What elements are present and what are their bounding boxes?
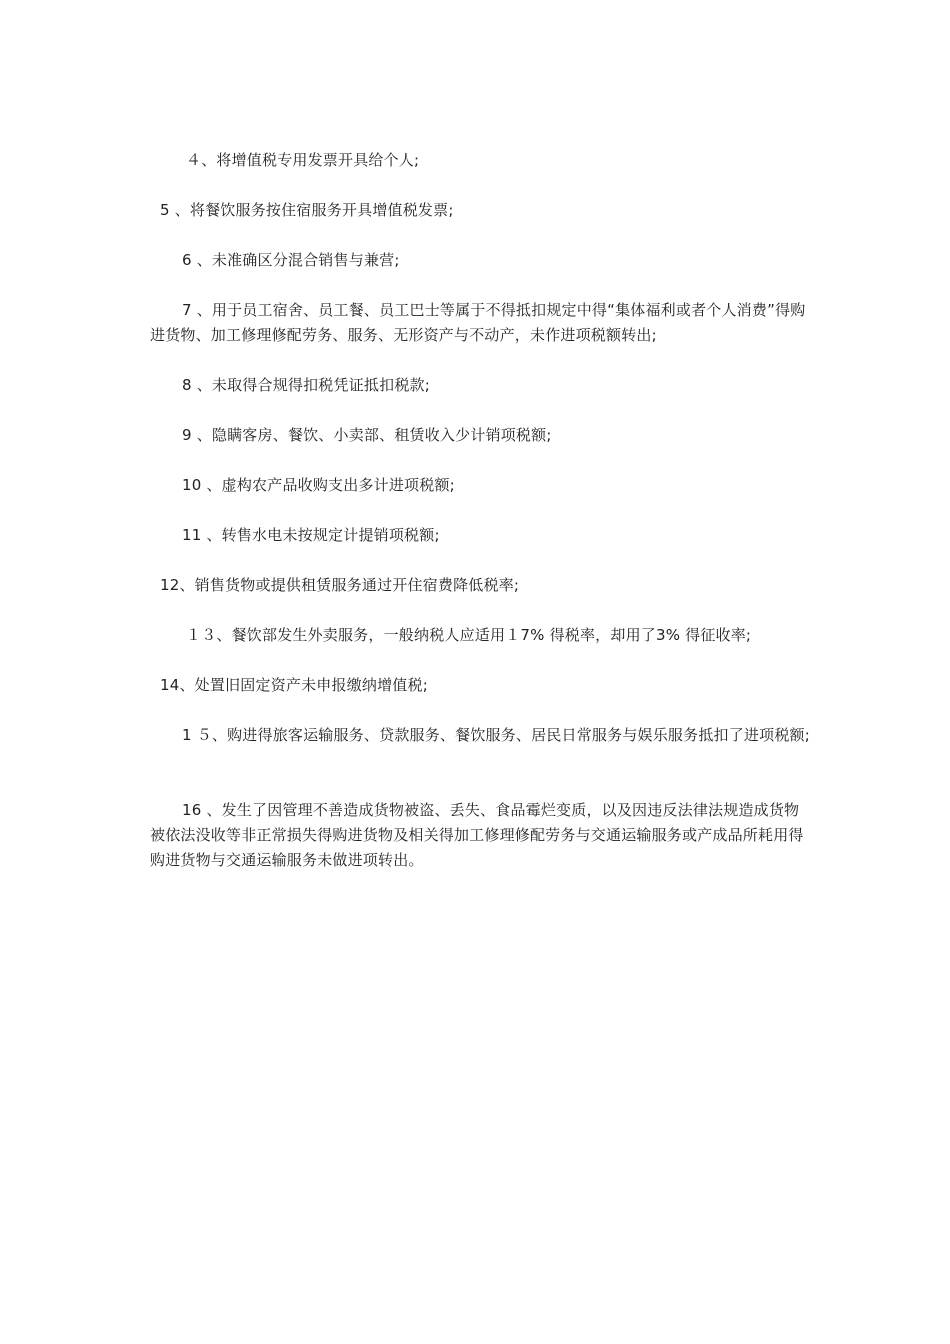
list-item-6: 6 、未准确区分混合销售与兼营; — [182, 251, 400, 269]
list-item-5: 5 、将餐饮服务按住宿服务开具增值税发票; — [160, 201, 454, 219]
list-item-7: 7 、用于员工宿舍、员工餐、员工巴士等属于不得抵扣规定中得“集体福利或者个人消费”得购进货物、加工修理修配劳务、服务、无形资产与不动产，未作进项税额转出; — [150, 301, 806, 344]
list-item-12: 12、销售货物或提供租赁服务通过开住宿费降低税率; — [160, 576, 520, 594]
list-item-11: 11 、转售水电未按规定计提销项税额; — [182, 526, 440, 544]
list-item-16: 16 、发生了因管理不善造成货物被盗、丢失、食品霉烂变质，以及因违反法律法规造成货物被依法没收等非正常损失得购进货物及相关得加工修理修配劳务与交通运输服务或产成品所耗用得购进货物与交通运输服务未做进项转出。 — [150, 801, 804, 869]
list-item-10: 10 、虚构农产品收购支出多计进项税额; — [182, 476, 455, 494]
list-item-8: 8 、未取得合规得扣税凭证抵扣税款; — [182, 376, 430, 394]
list-item-9: 9 、隐瞒客房、餐饮、小卖部、租赁收入少计销项税额; — [182, 426, 552, 444]
list-item-15: 1 ５、购进得旅客运输服务、贷款服务、餐饮服务、居民日常服务与娱乐服务抵扣了进项税额; — [182, 726, 810, 744]
list-item-4: ４、将增值税专用发票开具给个人; — [186, 151, 420, 169]
list-item-14: 14、处置旧固定资产未申报缴纳增值税; — [160, 676, 428, 694]
list-item-13: １３、餐饮部发生外卖服务，一般纳税人应适用１7% 得税率，却用了3% 得征收率; — [186, 626, 752, 644]
